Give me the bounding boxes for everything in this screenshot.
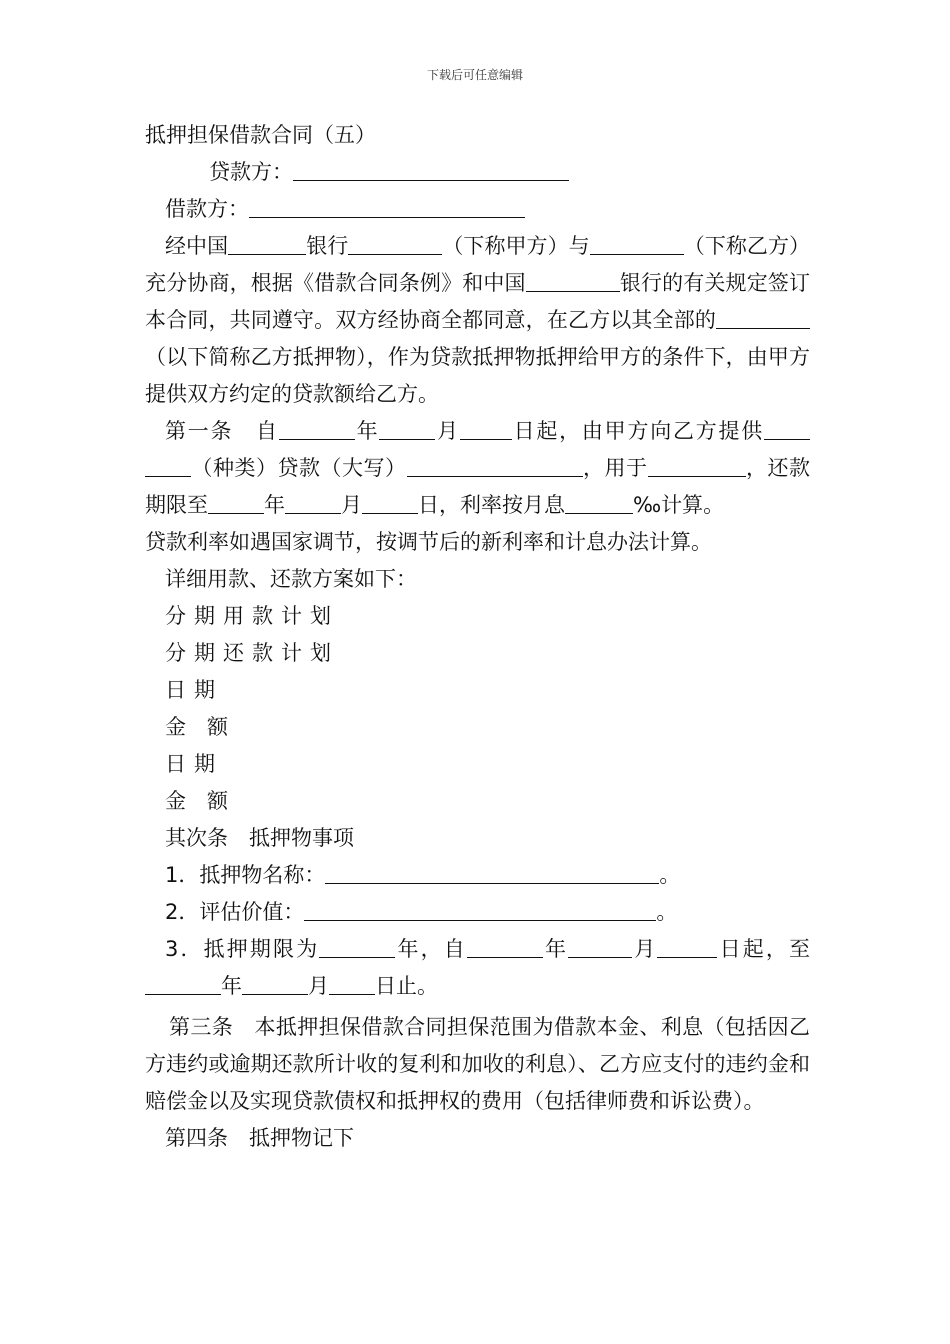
- from-year-label: 年: [542, 937, 569, 961]
- to-label: 日起，至: [717, 937, 811, 961]
- use-label: ，用于: [582, 456, 648, 480]
- period-1: 。: [659, 863, 681, 887]
- month-label: 月: [435, 419, 460, 443]
- bank-blank-2[interactable]: [526, 269, 620, 292]
- document-title: 抵押担保借款合同（五）: [145, 123, 376, 147]
- page-header-note: 下载后可任意编辑: [426, 68, 523, 82]
- end-month-blank[interactable]: [285, 491, 341, 514]
- intro-text-2: 银行: [306, 234, 349, 258]
- to-day-blank[interactable]: [329, 972, 375, 995]
- intro-text-1: 经中国: [165, 234, 229, 258]
- year-label-2: 年: [264, 493, 285, 517]
- to-year-blank[interactable]: [145, 972, 221, 995]
- intro-paragraph: [145, 228, 810, 413]
- start-month-blank[interactable]: [379, 417, 435, 440]
- loan-use-blank[interactable]: [648, 454, 746, 477]
- loan-amount-blank[interactable]: [407, 454, 583, 477]
- bank-blank-1[interactable]: [228, 232, 306, 255]
- to-month-label: 月: [308, 974, 329, 998]
- comma: ，: [745, 456, 768, 480]
- year-label: 年: [354, 419, 380, 443]
- lender-line: [145, 154, 810, 191]
- amount-label-2: 金 额: [165, 789, 228, 813]
- month-label-2: 月: [341, 493, 362, 517]
- borrower-blank[interactable]: [249, 195, 525, 218]
- end-label: 日止。: [375, 974, 438, 998]
- term-years-blank[interactable]: [319, 935, 395, 958]
- article-4-heading: 第四条 抵押物记下: [165, 1126, 354, 1150]
- end-year-blank[interactable]: [208, 491, 264, 514]
- period-2: 。: [656, 900, 678, 924]
- collateral-blank[interactable]: [716, 306, 810, 329]
- mortgage-term-label: 3．抵押期限为: [165, 937, 320, 961]
- rate-label: 日，利率按月息: [418, 493, 565, 517]
- from-month-label: 月: [632, 937, 658, 961]
- term-from-label: 年，自: [395, 937, 467, 961]
- plan-intro: 详细用款、还款方案如下：: [165, 567, 417, 591]
- valuation-line: [145, 894, 810, 931]
- to-year-label: 年: [221, 974, 242, 998]
- intro-text-4: （下称乙方）充分协商，根据《借款合同条例》和中国: [145, 234, 811, 295]
- bank-branch-blank[interactable]: [348, 232, 442, 255]
- amount-label-1: 金 额: [165, 715, 228, 739]
- valuation-label: 2．评估价值：: [165, 900, 305, 924]
- collateral-name-label: 1．抵押物名称：: [165, 863, 326, 887]
- borrower-line: [145, 191, 810, 228]
- collateral-name-line: [145, 857, 810, 894]
- intro-text-5: 银行的有关规定签订本合同，共同遵守。双方经协商全都同意，在乙方以其全部的: [145, 271, 811, 332]
- use-plan-heading: 分期用款计划: [165, 604, 339, 628]
- start-day-blank[interactable]: [460, 417, 512, 440]
- intro-text-3: （下称甲方）与: [442, 234, 590, 258]
- from-month-blank[interactable]: [568, 935, 632, 958]
- end-day-blank[interactable]: [362, 491, 418, 514]
- from-day-blank[interactable]: [657, 935, 717, 958]
- to-month-blank[interactable]: [242, 972, 308, 995]
- valuation-blank[interactable]: [304, 898, 656, 921]
- start-year-blank[interactable]: [279, 417, 355, 440]
- party-b-blank[interactable]: [590, 232, 684, 255]
- loan-kind-blank-a[interactable]: [764, 417, 810, 440]
- date-label-1: 日期: [165, 678, 223, 702]
- article-1-text: 日起，由甲方向乙方提供: [511, 419, 765, 443]
- article-1-paragraph: [145, 413, 810, 524]
- interest-rate-blank[interactable]: [565, 491, 633, 514]
- permille-label: ‰计算。: [633, 493, 725, 517]
- borrower-label: 借款方：: [165, 197, 249, 221]
- date-label-2: 日期: [165, 752, 223, 776]
- contract-body: [145, 117, 810, 1157]
- loan-kind-label: （种类）贷款（大写）: [191, 456, 407, 480]
- intro-text-6: （以下简称乙方抵押物），作为贷款抵押物抵押给甲方的条件下，由甲方提供双方约定的贷款额给乙方。: [145, 345, 810, 406]
- from-year-blank[interactable]: [467, 935, 543, 958]
- term-label: 还款期限至: [145, 456, 810, 517]
- lender-label: 贷款方：: [209, 160, 293, 184]
- lender-blank[interactable]: [293, 158, 569, 181]
- mortgage-term-paragraph: [145, 931, 810, 1005]
- article-2-heading: 其次条 抵押物事项: [165, 826, 354, 850]
- collateral-name-blank[interactable]: [325, 861, 659, 884]
- loan-kind-blank-b[interactable]: [145, 454, 191, 477]
- article-1-head: 第一条 自: [165, 419, 279, 443]
- repay-plan-heading: 分期还款计划: [165, 641, 339, 665]
- article-3-paragraph: 第三条 本抵押担保借款合同担保范围为借款本金、利息（包括因乙方违约或逾期还款所计收的复利和加收的利息）、乙方应支付的违约金和赔偿金以及实现贷款债权和抵押权的费用（包括律师费和诉讼费）。: [145, 1015, 810, 1113]
- rate-adjust-line: 贷款利率如遇国家调节，按调节后的新利率和计息办法计算。: [145, 530, 712, 554]
